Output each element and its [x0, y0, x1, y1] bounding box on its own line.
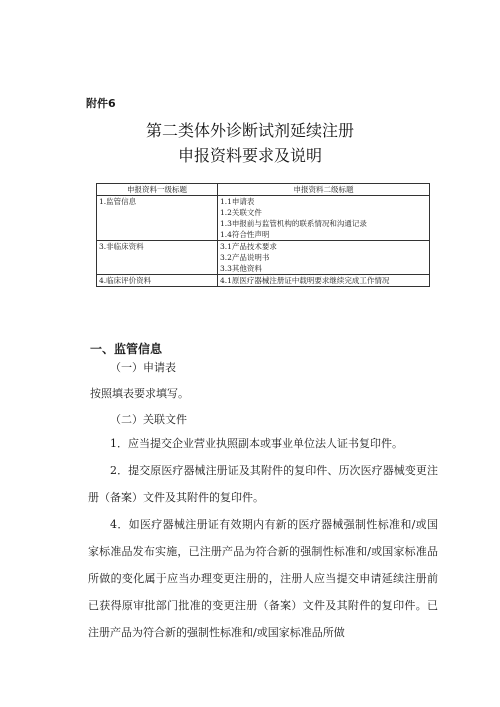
level2-item: 1.3申报前与监管机构的联系情况和沟通记录 — [220, 219, 367, 228]
attachment-label: 附件6 — [86, 97, 116, 110]
level2-cell — [218, 196, 430, 241]
level2-cell — [218, 241, 430, 275]
header-level2: 申报资料二级标题 — [218, 184, 430, 196]
level2-item: 4.1原医疗器械注册证中载明要求继续完成工作情况 — [220, 276, 390, 285]
header-level1: 申报资料一级标题 — [97, 184, 218, 196]
subsection-heading: （二）关联文件 — [110, 413, 187, 426]
table-header-row — [97, 184, 430, 196]
table-row — [97, 241, 430, 275]
level2-item: 1.2关联文件 — [220, 208, 262, 217]
level1-cell: 3.非临床资料 — [97, 241, 218, 275]
level2-item: 1.4符合性声明 — [220, 230, 270, 239]
doc-title-line2: 申报资料要求及说明 — [177, 146, 322, 165]
level2-item: 3.2产品说明书 — [220, 253, 270, 262]
paragraph-item1: 1．应当提交企业营业执照副本或事业单位法人证书复印件。 — [110, 437, 403, 450]
paragraph-item2: 2．提交原医疗器械注册证及其附件的复印件、历次医疗器械变更注册（备案）文件及其附件的复印件。 — [88, 464, 438, 504]
level1-cell: 1.监管信息 — [97, 196, 218, 241]
paragraph-item4: 4．如医疗器械注册证有效期内有新的医疗器械强制性标准和/或国家标准品发布实施，已注册产品为符合新的强制性标准和/或国家标准品所做的变化属于应当办理变更注册的，注册人应当提交申请延续注册前已获得原审批部门批准的变更注册（备案）文件及其附件的复印件。已注册产品为符合新的强制性标准和/或国家标准品所做 — [88, 518, 438, 639]
level1-cell: 4.临床评价资料 — [97, 275, 218, 287]
table-row — [97, 275, 430, 287]
table-row — [97, 196, 430, 241]
level2-cell — [218, 275, 430, 287]
doc-title-line1: 第二类体外诊断试剂延续注册 — [145, 121, 354, 140]
level2-item: 3.3其他资料 — [220, 264, 262, 273]
requirements-table — [96, 183, 430, 287]
level2-item: 1.1申请表 — [220, 197, 255, 206]
level2-item: 3.1产品技术要求 — [220, 242, 277, 251]
subsection-heading: （一）申请表 — [110, 361, 176, 374]
paragraph: 按照填表要求填写。 — [90, 387, 189, 400]
section-heading: 一、监管信息 — [90, 342, 163, 356]
